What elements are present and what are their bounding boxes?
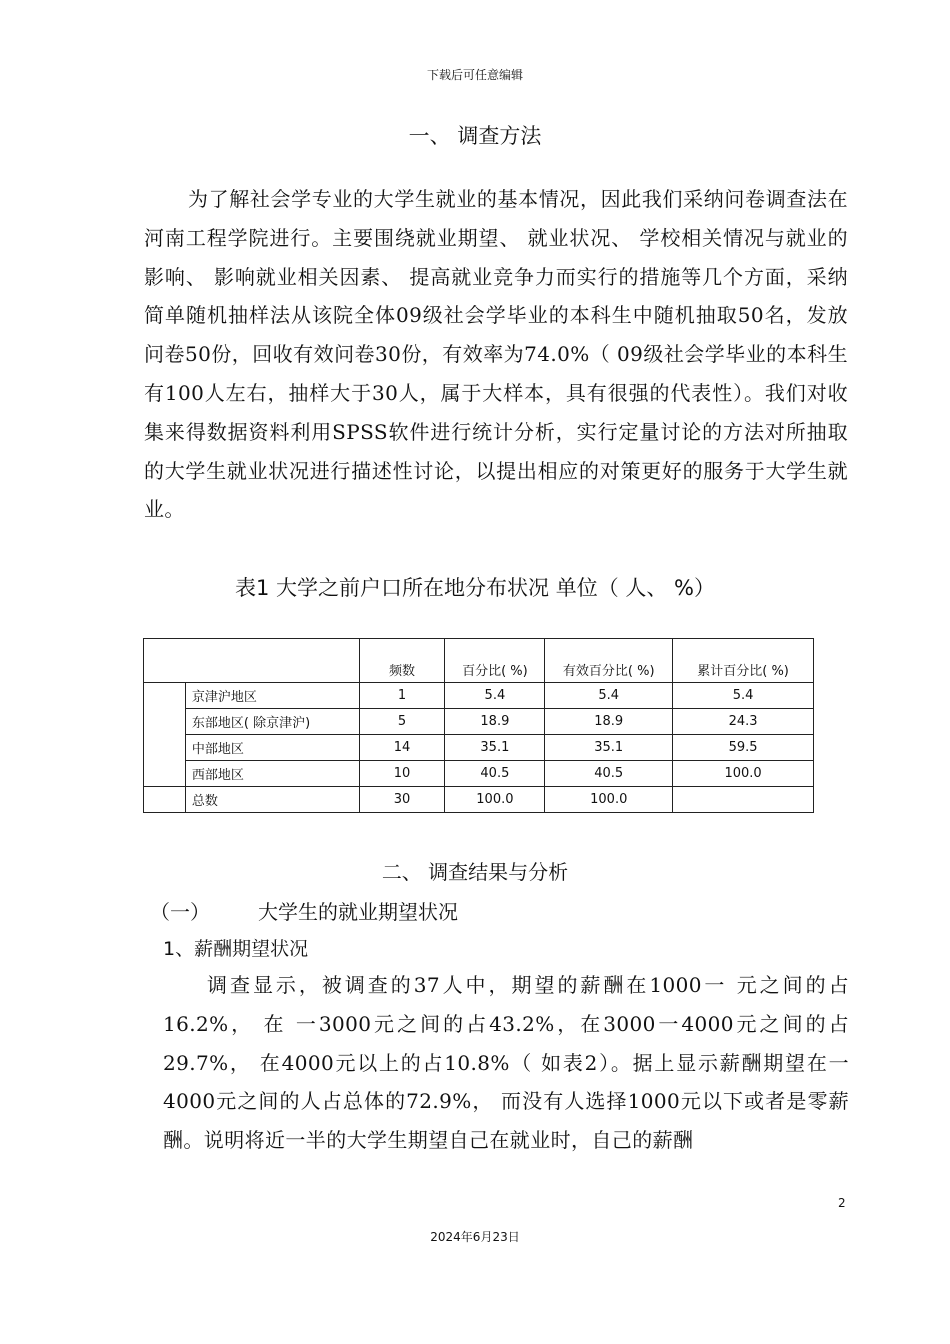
household-distribution-table bbox=[143, 638, 814, 813]
table-header-row bbox=[144, 639, 814, 683]
cell-valid-percent: 5.4 bbox=[545, 683, 673, 709]
cell-valid-percent: 40.5 bbox=[545, 761, 673, 787]
row-label: 中部地区 bbox=[185, 735, 359, 761]
section-title-methods: 一、 调查方法 bbox=[408, 124, 542, 148]
subsection-number: （一） bbox=[150, 900, 210, 924]
subsection-heading bbox=[150, 896, 458, 925]
row-group-cell bbox=[144, 683, 186, 787]
table-caption: 表1 大学之前户口所在地分布状况 单位（ 人、 %） bbox=[234, 576, 715, 600]
row-label: 西部地区 bbox=[185, 761, 359, 787]
cell-cumulative-percent: 100.0 bbox=[673, 761, 814, 787]
paragraph-salary bbox=[163, 966, 849, 1160]
total-valid-percent: 100.0 bbox=[545, 787, 673, 813]
table-row bbox=[144, 735, 814, 761]
total-frequency: 30 bbox=[359, 787, 445, 813]
subsection-title: 大学生的就业期望状况 bbox=[258, 900, 458, 924]
header-frequency: 频数 bbox=[359, 639, 445, 683]
header-cumulative-percent: 累计百分比( %) bbox=[673, 639, 814, 683]
table-total-row bbox=[144, 787, 814, 813]
subsubsection-heading: 1、薪酬期望状况 bbox=[163, 938, 309, 960]
paragraph-text: 调查显示，被调查的37人中，期望的薪酬在1000一 元之间的占16.2%， 在 一3000元之间的占43.2%，在3000一4000元之间的占29.7%， 在4000元以上的占10.8%（ 如表2）。据上显示薪酬期望在一4000元之间的人占总体的72.9%， 而没有人选择1000元以下或者是零薪酬。说明将近一半的大学生期望自己在就业时，自己的薪酬 bbox=[163, 973, 849, 1153]
total-group-cell bbox=[144, 787, 186, 813]
cell-frequency: 5 bbox=[359, 709, 445, 735]
cell-percent: 18.9 bbox=[445, 709, 545, 735]
table-row bbox=[144, 761, 814, 787]
paragraph-methods bbox=[144, 180, 848, 529]
section-title-results: 二、 调查结果与分析 bbox=[381, 860, 569, 884]
total-cumulative-percent bbox=[673, 787, 814, 813]
total-percent: 100.0 bbox=[445, 787, 545, 813]
cell-frequency: 14 bbox=[359, 735, 445, 761]
page-number: 2 bbox=[838, 1196, 846, 1210]
cell-cumulative-percent: 5.4 bbox=[673, 683, 814, 709]
paragraph-text: 为了解社会学专业的大学生就业的基本情况，因此我们采纳问卷调查法在河南工程学院进行。主要围绕就业期望、 就业状况、 学校相关情况与就业的影响、 影响就业相关因素、 提高就业竞争力而实行的措施等几个方面，采纳简单随机抽样法从该院全体09级社会学毕业的本科生中随机抽取50名，发放问卷50份，回收有效问卷30份，有效率为74.0%（ 09级社会学毕业的本科生有100人左右，抽样大于30人，属于大样本，具有很强的代表性）。我们对收集来得数据资料利用SPSS软件进行统计分析，实行定量讨论的方法对所抽取的大学生就业状况进行描述性讨论，以提出相应的对策更好的服务于大学生就业。 bbox=[144, 187, 848, 522]
row-label: 京津沪地区 bbox=[185, 683, 359, 709]
row-label: 东部地区( 除京津沪) bbox=[185, 709, 359, 735]
cell-cumulative-percent: 24.3 bbox=[673, 709, 814, 735]
cell-valid-percent: 35.1 bbox=[545, 735, 673, 761]
table-row bbox=[144, 709, 814, 735]
header-valid-percent: 有效百分比( %) bbox=[545, 639, 673, 683]
cell-frequency: 1 bbox=[359, 683, 445, 709]
page-header: 下载后可任意编辑 bbox=[426, 68, 523, 82]
cell-percent: 5.4 bbox=[445, 683, 545, 709]
page-footer-date: 2024年6月23日 bbox=[430, 1230, 520, 1244]
cell-cumulative-percent: 59.5 bbox=[673, 735, 814, 761]
total-label: 总数 bbox=[185, 787, 359, 813]
table-row bbox=[144, 683, 814, 709]
cell-valid-percent: 18.9 bbox=[545, 709, 673, 735]
cell-percent: 35.1 bbox=[445, 735, 545, 761]
header-percent: 百分比( %) bbox=[445, 639, 545, 683]
cell-frequency: 10 bbox=[359, 761, 445, 787]
table-header-blank bbox=[144, 639, 360, 683]
cell-percent: 40.5 bbox=[445, 761, 545, 787]
